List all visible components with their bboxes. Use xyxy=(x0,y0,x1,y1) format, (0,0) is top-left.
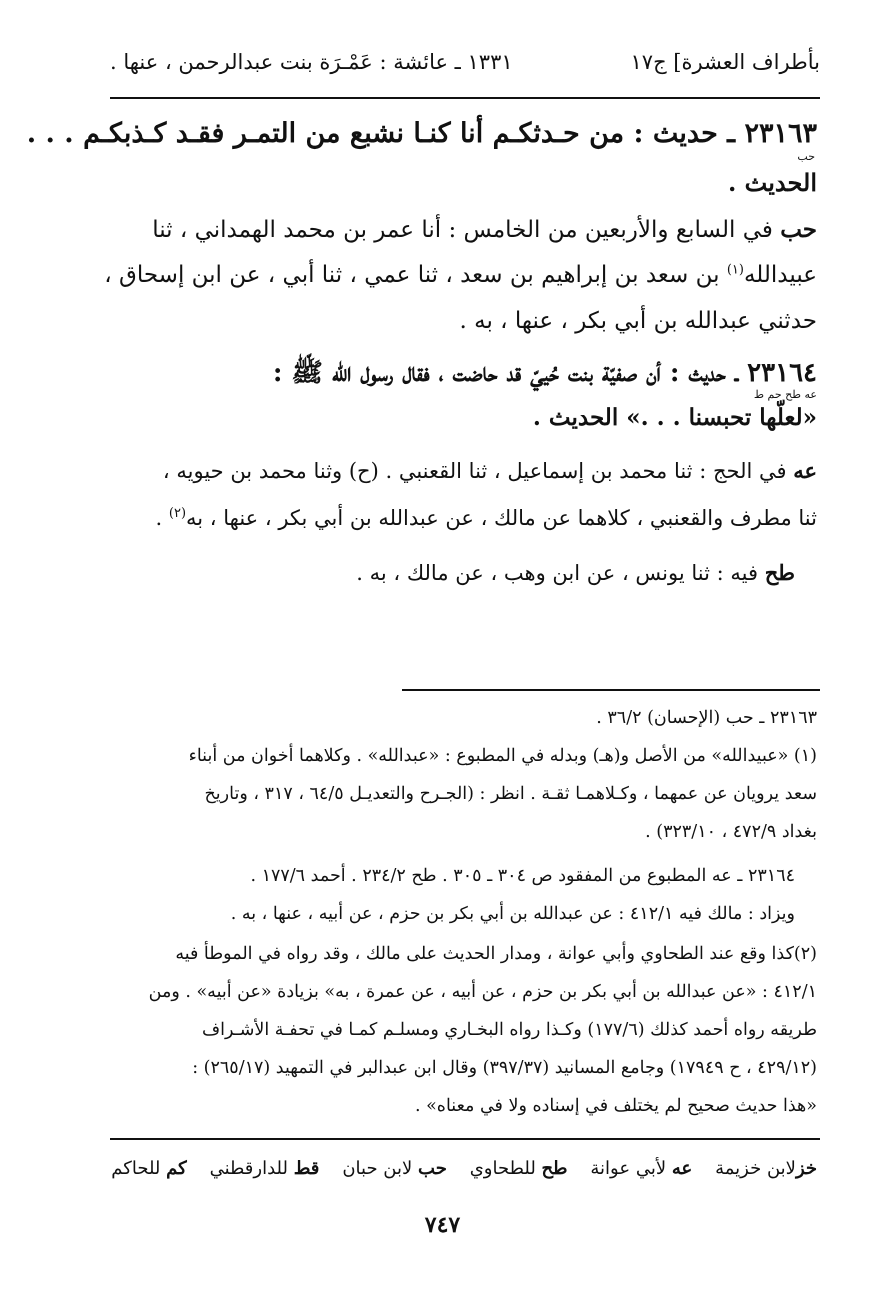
footnote-line: «هذا حديث صحيح لم يختلف في إسناده ولا في معناه» . xyxy=(414,1096,817,1116)
hadith-2-isnad-line3 xyxy=(356,560,795,585)
footnote-line: (١) «عبيدالله» من الأصل و(هـ) وبدله في المطبوع : «عبدالله» . وكلاهما أخوان من أبناء xyxy=(188,746,817,766)
hadith-2-text: أن صفيّة بنت حُييّ قد حاضت ، فقال رسول الله ﷺ : xyxy=(272,358,661,388)
header-rule xyxy=(110,97,820,99)
footnote-ref-2[interactable]: (٢) xyxy=(168,506,187,521)
hadith-1-text: من حـدثكـم أنا كنـا نشبع من التمـر فقـد كـذبكـم . . . xyxy=(26,118,625,149)
hadith-2-number: ٢٣١٦٤ xyxy=(747,358,817,388)
header-chapter-title: ١٣٣١ ـ عائشة : عَمْـرَة بنت عبدالرحمن ، عنها . xyxy=(110,50,513,74)
hadith-1-siglum: حب xyxy=(797,150,815,163)
hadith-2-sigla: عه طح حم ط xyxy=(753,388,817,401)
hadith-2-text-end: «لعلّها تحبسنا . . .» الحديث . xyxy=(532,404,817,431)
hadith-1-isnad-line2 xyxy=(104,262,817,288)
legend-rule xyxy=(110,1138,820,1140)
footnote-line: بغداد ٤٧٢/٩ ، ٣٢٣/١٠) . xyxy=(645,822,817,842)
isnad-text: ثنا مطرف والقعنبي ، كلاهما عن مالك ، عن عبدالله بن أبي بكر ، عنها ، به xyxy=(186,506,817,530)
footnote-line: (٢)كذا وقع عند الطحاوي وأبي عوانة ، ومدار الحديث على مالك ، وقد رواه في الموطأ فيه xyxy=(175,944,817,964)
hadith-1-number: ٢٣١٦٣ xyxy=(744,118,817,149)
legend-item: عه لأبي عوانة xyxy=(590,1158,693,1179)
legend-item: حب لابن حبان xyxy=(342,1158,447,1179)
hadith-1-isnad-text: في السابع والأربعين من الخامس : أنا عمر بن محمد الهمداني ، ثنا xyxy=(152,217,773,243)
footnote-line: ٢٣١٦٣ ـ حب (الإحسان) ٣٦/٢ . xyxy=(596,708,817,728)
hadith-1-source-siglum: حب xyxy=(780,216,817,243)
legend-item: خزلابن خزيمة xyxy=(715,1158,817,1179)
hadith-1-isnad-line3: حدثني عبدالله بن أبي بكر ، عنها ، به . xyxy=(459,308,817,334)
footnote-line: (٤٢٩/١٢ ، ح ١٧٩٤٩) وجامع المسانيد (٣٩٧/٣٧) وقال ابن عبدالبر في التمهيد (٢٦٥/١٧) : xyxy=(192,1058,817,1078)
footnote-ref-1[interactable]: (١) xyxy=(726,262,744,278)
footnote-separator xyxy=(402,689,820,691)
footnote-line: ٢٣١٦٤ ـ عه المطبوع من المفقود ص ٣٠٤ ـ ٣٠٥ . طح ٢٣٤/٢ . أحمد ١٧٧/٦ . xyxy=(250,866,795,886)
hadith-2-source-siglum: عه xyxy=(793,458,817,483)
hadith-2-isnad-line2 xyxy=(156,506,817,530)
hadith-2-source-siglum-2: طح xyxy=(764,560,795,585)
hadith-1-label: ـ حديث : xyxy=(633,118,736,149)
page-number: ٧٤٧ xyxy=(424,1212,461,1238)
isnad-text: بن سعد بن إبراهيم بن سعد ، ثنا عمي ، ثنا أبي ، عن ابن إسحاق ، xyxy=(104,262,720,288)
hadith-1-isnad-line1 xyxy=(152,216,817,243)
hadith-2-heading xyxy=(273,356,817,394)
hadith-2-isnad-line1 xyxy=(163,458,817,483)
legend-item: قط للدارقطني xyxy=(209,1158,320,1179)
running-header xyxy=(110,50,820,90)
footnote-line: ٤١٢/١ : «عن عبدالله بن أبي بكر بن حزم ، عن أبيه ، عن عمرة ، به» بزيادة «عن أبيه» . ومن xyxy=(148,982,817,1002)
legend-item: كم للحاكم xyxy=(111,1158,187,1179)
hadith-1-text-end: الحديث . xyxy=(727,168,817,197)
isnad-end: . xyxy=(155,506,169,530)
header-right-title: بأطراف العشرة] ج١٧ xyxy=(630,50,820,74)
footnote-line: ويزاد : مالك فيه ٤١٢/١ : عن عبدالله بن أبي بكر بن حزم ، عن أبيه ، عنها ، به . xyxy=(230,904,795,924)
isnad-text: في الحج : ثنا محمد بن إسماعيل ، ثنا القعنبي . (ح) وثنا محمد بن حيويه ، xyxy=(162,459,787,483)
footnote-line: سعد يرويان عن عمهما ، وكـلاهمـا ثقـة . انظر : (الجـرح والتعديـل ٦٤/٥ ، ٣١٧ ، وتاريخ xyxy=(204,784,817,804)
footnote-line: طريقه رواه أحمد كذلك (١٧٧/٦) وكـذا رواه البخـاري ومسلـم كمـا في تحفـة الأشـراف xyxy=(201,1020,817,1040)
sigla-legend xyxy=(111,1158,817,1179)
isnad-text: فيه : ثنا يونس ، عن ابن وهب ، عن مالك ، به . xyxy=(356,561,759,585)
hadith-1-heading xyxy=(27,118,817,149)
isnad-name: عبيدالله xyxy=(743,262,817,288)
legend-item: طح للطحاوي xyxy=(469,1158,568,1179)
hadith-2-label: ـ حديث : xyxy=(669,358,739,388)
